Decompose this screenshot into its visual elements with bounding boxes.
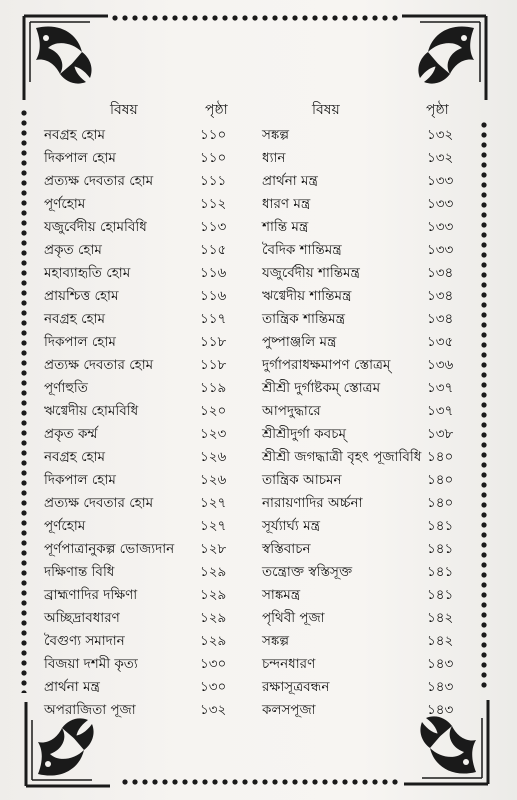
- toc-row: [0, 561, 517, 584]
- toc-topic-right: আপদুদ্ধারে: [262, 403, 321, 419]
- toc-topic-left: নবগ্রহ হোম: [44, 127, 106, 143]
- header-page-left: পৃষ্ঠা: [205, 102, 228, 118]
- toc-page-right: ১৩৮: [427, 426, 454, 442]
- toc-topic-right: সঙ্কল্প: [262, 633, 289, 649]
- toc-page-left: ১২৯: [200, 633, 227, 649]
- toc-page-left: ১২৩: [200, 426, 227, 442]
- header-topic-right: বিষয়: [312, 102, 340, 118]
- toc-page-right: ১৩৭: [427, 380, 454, 396]
- toc-page-left: ১১৮: [200, 357, 227, 373]
- toc-topic-right: শান্তি মন্ত্র: [262, 219, 309, 235]
- toc-topic-right: শ্রীশ্রী দুর্গাষ্টকম্ স্তোত্রম: [262, 380, 381, 396]
- toc-page-left: ১২৬: [200, 472, 227, 488]
- toc-topic-right: তন্ত্রোক্ত স্বস্তিসূক্ত: [262, 564, 353, 580]
- toc-topic-left: প্রকৃত হোম: [44, 242, 102, 258]
- header-page-right: পৃষ্ঠা: [426, 102, 449, 118]
- header-topic-left: বিষয়: [110, 102, 138, 118]
- toc-row: [0, 538, 517, 561]
- toc-page-right: ১৩৭: [427, 403, 454, 419]
- toc-topic-left: প্রত্যক্ষ দেবতার হোম: [44, 495, 154, 511]
- toc-page-left: ১১১: [200, 173, 227, 189]
- toc-page-left: ১৩০: [200, 679, 227, 695]
- toc-row: [0, 354, 517, 377]
- toc-topic-right: শ্রীশ্রীদুর্গা কবচম্: [262, 426, 346, 442]
- toc-topic-left: প্রত্যক্ষ দেবতার হোম: [44, 173, 154, 189]
- toc-header: [0, 98, 517, 120]
- toc-page-left: ১৩০: [200, 656, 227, 672]
- toc-topic-left: মহাব্যাহৃতি হোম: [44, 265, 131, 281]
- toc-page-left: ১২০: [200, 403, 227, 419]
- toc-row: [0, 331, 517, 354]
- toc-topic-left: নবগ্রহ হোম: [44, 311, 106, 327]
- toc-topic-right: তান্ত্রিক শান্তিমন্ত্র: [262, 311, 345, 327]
- top-dotted-border: [110, 14, 400, 22]
- toc-page-right: ১৩৬: [427, 357, 454, 373]
- toc-topic-left: বৈগুণ্য সমাদান: [44, 633, 125, 649]
- toc-page-left: ১১৩: [200, 219, 227, 235]
- toc-page-left: ১১২: [200, 196, 227, 212]
- toc-page-right: ১৩৪: [427, 265, 454, 281]
- toc-page-left: ১১৯: [200, 380, 227, 396]
- toc-topic-right: পুষ্পাঞ্জলি মন্ত্র: [262, 334, 337, 350]
- toc-row: [0, 607, 517, 630]
- toc-page-right: ১৪০: [427, 472, 454, 488]
- toc-page-right: ১৩৩: [427, 173, 454, 189]
- toc-topic-left: ব্রাহ্মণাদির দক্ষিণা: [44, 587, 138, 603]
- toc-row: [0, 584, 517, 607]
- toc-page-right: ১৩৩: [427, 196, 454, 212]
- toc-page-left: ১২৯: [200, 610, 227, 626]
- toc-row: [0, 400, 517, 423]
- toc-page-left: ১১৭: [200, 311, 227, 327]
- toc-topic-left: প্রকৃত কর্ম্ম: [44, 426, 98, 442]
- toc-list: [0, 124, 517, 722]
- toc-row: [0, 170, 517, 193]
- toc-page-right: ১৪১: [427, 541, 454, 557]
- toc-topic-left: পূর্ণহোম: [44, 518, 86, 534]
- toc-page-left: ১২৯: [200, 564, 227, 580]
- toc-topic-right: বৈদিক শান্তিমন্ত্র: [262, 242, 342, 258]
- toc-topic-right: নারায়ণাদির অর্চ্চনা: [262, 495, 363, 511]
- toc-page-right: ১৪১: [427, 564, 454, 580]
- toc-topic-right: সূর্য্যার্ঘ্য মন্ত্র: [262, 518, 320, 534]
- toc-topic-right: ধ্যান: [262, 150, 286, 166]
- toc-row: [0, 630, 517, 653]
- toc-page-right: ১৩২: [427, 127, 454, 143]
- toc-row: [0, 285, 517, 308]
- toc-row: [0, 216, 517, 239]
- toc-page-left: ১১৬: [200, 288, 227, 304]
- toc-page-right: ১৪২: [427, 633, 454, 649]
- toc-topic-left: বিজয়া দশমী কৃত্য: [44, 656, 138, 672]
- toc-topic-left: প্রত্যক্ষ দেবতার হোম: [44, 357, 154, 373]
- toc-page-right: ১৪০: [427, 495, 454, 511]
- toc-page-right: ১৪৩: [427, 679, 454, 695]
- toc-row: [0, 515, 517, 538]
- toc-topic-right: প্রার্থনা মন্ত্র: [262, 173, 318, 189]
- toc-page-left: ১১০: [200, 150, 227, 166]
- toc-page-left: ১১৫: [200, 242, 227, 258]
- toc-page-left: ১৩২: [200, 702, 227, 718]
- toc-topic-right: রক্ষাসূত্রবন্ধন: [262, 679, 330, 695]
- toc-topic-right: যজুর্বেদীয় শান্তিমন্ত্র: [262, 265, 360, 281]
- toc-page-left: ১১৬: [200, 265, 227, 281]
- toc-page-right: ১৩৩: [427, 219, 454, 235]
- toc-topic-left: দিকপাল হোম: [44, 334, 116, 350]
- toc-topic-right: দুর্গাপরাধক্ষমাপণ স্তোত্রম্: [262, 357, 391, 373]
- toc-topic-right: স্বস্তিবাচন: [262, 541, 311, 557]
- toc-page-left: ১২৭: [200, 518, 227, 534]
- toc-topic-left: যজুর্বেদীয় হোমবিধি: [44, 219, 147, 235]
- toc-topic-left: অপরাজিতা পূজা: [44, 702, 136, 718]
- bottom-dotted-border: [120, 778, 400, 786]
- toc-topic-left: ঋগ্বেদীয় হোমবিধি: [44, 403, 139, 419]
- toc-topic-left: নবগ্রহ হোম: [44, 449, 106, 465]
- toc-page-left: ১২৭: [200, 495, 227, 511]
- toc-page-right: ১৪১: [427, 587, 454, 603]
- toc-topic-right: কলসপূজা: [262, 702, 316, 718]
- toc-page-right: ১৪১: [427, 518, 454, 534]
- toc-topic-left: পূর্ণাহুতি: [44, 380, 88, 396]
- toc-topic-right: সঙ্কল্প: [262, 127, 289, 143]
- toc-page-left: ১২৯: [200, 587, 227, 603]
- toc-topic-right: শ্রীশ্রী জগদ্ধাত্রী বৃহৎ পূজাবিধি: [262, 449, 422, 465]
- toc-row: [0, 193, 517, 216]
- toc-page-right: ১৩৪: [427, 311, 454, 327]
- toc-page-left: ১২৬: [200, 449, 227, 465]
- toc-row: [0, 262, 517, 285]
- toc-row: [0, 653, 517, 676]
- toc-row: [0, 423, 517, 446]
- toc-page-right: ১৪২: [427, 610, 454, 626]
- toc-page-right: ১৩৫: [427, 334, 454, 350]
- toc-topic-right: তান্ত্রিক আচমন: [262, 472, 342, 488]
- toc-topic-left: পূর্ণপাত্রানুকল্প ভোজ্যদান: [44, 541, 175, 557]
- toc-page-right: ১৩৩: [427, 242, 454, 258]
- toc-row: [0, 469, 517, 492]
- toc-page-left: ১১০: [200, 127, 227, 143]
- toc-topic-left: দিকপাল হোম: [44, 472, 116, 488]
- toc-page-left: ১২৮: [200, 541, 227, 557]
- toc-topic-right: পৃথিবী পূজা: [262, 610, 325, 626]
- toc-topic-left: দিকপাল হোম: [44, 150, 116, 166]
- toc-topic-left: প্রার্থনা মন্ত্র: [44, 679, 100, 695]
- toc-row: [0, 147, 517, 170]
- toc-page-right: ১৩৪: [427, 288, 454, 304]
- corner-ornament-top-right: [398, 12, 490, 104]
- toc-page-right: ১৪০: [427, 449, 454, 465]
- toc-row: [0, 676, 517, 699]
- toc-page-right: ১৪৩: [427, 656, 454, 672]
- toc-row: [0, 239, 517, 262]
- toc-topic-right: ধারণ মন্ত্র: [262, 196, 311, 212]
- toc-topic-left: দক্ষিণান্ত বিধি: [44, 564, 115, 580]
- toc-topic-left: পূর্ণহোম: [44, 196, 86, 212]
- toc-row: [0, 377, 517, 400]
- toc-row: [0, 492, 517, 515]
- toc-row: [0, 124, 517, 147]
- toc-topic-right: চন্দনধারণ: [262, 656, 316, 672]
- toc-page-right: ১৪৩: [427, 702, 454, 718]
- toc-topic-right: ঋগ্বেদীয় শান্তিমন্ত্র: [262, 288, 352, 304]
- toc-row: [0, 308, 517, 331]
- toc-topic-right: সাঙ্কমন্ত্র: [262, 587, 301, 603]
- toc-row: [0, 699, 517, 722]
- toc-page-left: ১১৮: [200, 334, 227, 350]
- toc-page-right: ১৩২: [427, 150, 454, 166]
- toc-topic-left: প্রায়শ্চিত্ত হোম: [44, 288, 119, 304]
- toc-topic-left: অচ্ছিদ্রাবধারণ: [44, 610, 120, 626]
- toc-row: [0, 446, 517, 469]
- corner-ornament-top-left: [20, 12, 112, 104]
